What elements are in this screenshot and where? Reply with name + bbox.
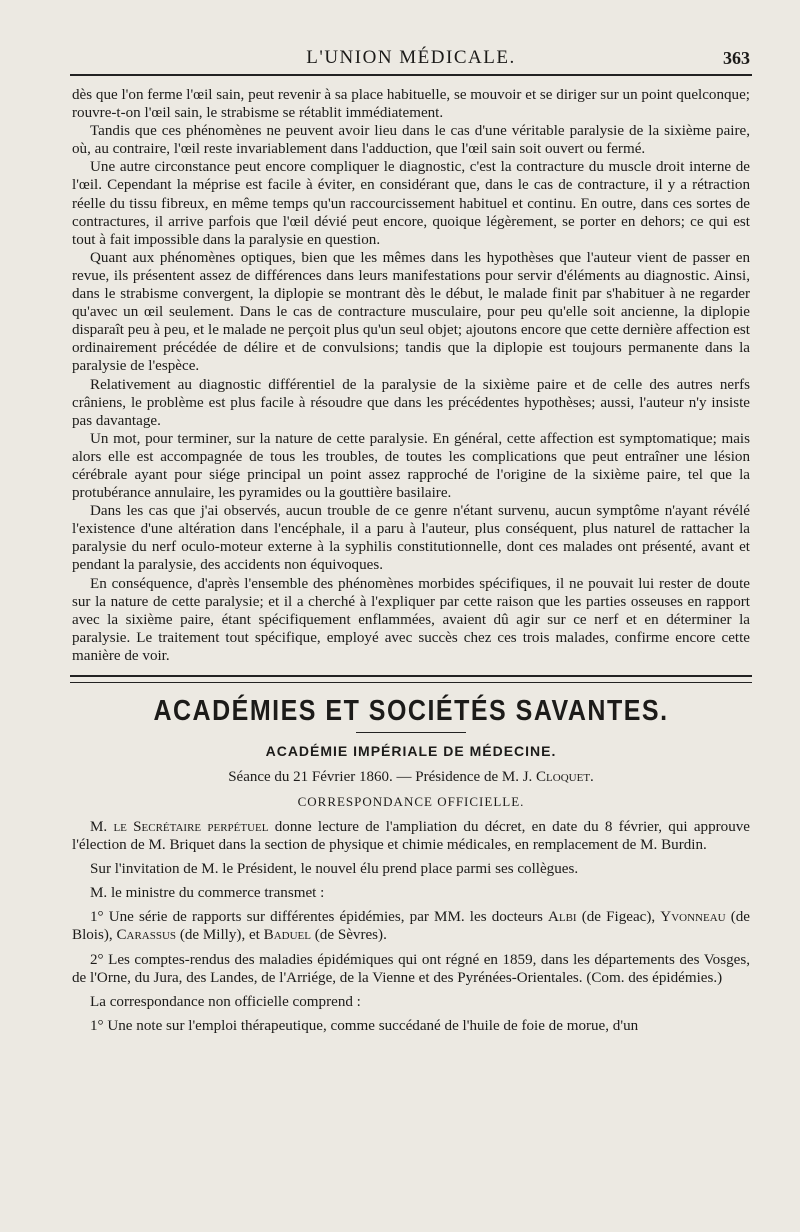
nonofficial-heading: La correspondance non officielle comprend :: [90, 993, 361, 1010]
academy-name: ACADÉMIE IMPÉRIALE DE MÉDECINE.: [265, 743, 557, 759]
academies-section: [72, 694, 751, 1035]
article-paragraph: Tandis que ces phénomènes ne peuvent avoir lieu dans le cas d'une véritable paralysie de la sixième paire, où, au contraire, l'œil reste invariablement dans l'adduction, que l'œil sain soit ouvert ou fermé.: [72, 123, 750, 158]
section-title: ACADÉMIES ET SOCIÉTÉS SAVANTES.: [153, 694, 669, 728]
doctor-name: Baduel: [263, 927, 311, 944]
section-divider: [70, 675, 752, 683]
article-paragraph: dès que l'on ferme l'œil sain, peut revenir à sa place habituelle, se mouvoir et se diriger sur un point quelconque; rouvre-t-on l'œil sain, le strabisme se rétablit immédiatement.: [72, 87, 750, 122]
academy-body: [72, 818, 750, 1035]
title-rule: [356, 732, 466, 733]
doctor-name: Albi: [547, 909, 577, 926]
item-text: 1° Une série de rapports sur différentes épidémies, par MM. les docteurs: [90, 909, 548, 926]
doctor-name: Yvonneau: [660, 909, 726, 926]
article-paragraph: Un mot, pour terminer, sur la nature de cette paralysie. En général, cette affection est symptomatique; mais alors elle est accompagnée de tous les troubles, de toutes les complications que peut entraîner une lésion cérébrale ayant pour siége principal un point assez rapproché de l'origine de la sixième paire, tel que la protubérance annulaire, les pyramides ou la gouttière basilaire.: [72, 430, 750, 502]
journal-title: L'UNION MÉDICALE.: [306, 47, 516, 68]
session-line: [72, 769, 750, 786]
page-number: 363: [723, 48, 750, 68]
article-body: [72, 86, 750, 665]
item-text: (de Milly), et: [176, 927, 264, 944]
correspondence-item: 2° Les comptes-rendus des maladies épidémiques qui ont régné en 1859, dans les départements des Vosges, de l'Orne, du Jura, des Landes, de l'Arriége, de la Vienne et des Pyrénées-Orientales. (Com. des épidémies.): [72, 951, 750, 986]
correspondence-heading: CORRESPONDANCE OFFICIELLE.: [297, 794, 525, 809]
secretary-name: M. le Secrétaire perpétuel: [90, 819, 269, 835]
president-name: Cloquet: [536, 769, 591, 785]
item-text: (de Figeac),: [576, 909, 661, 926]
invitation-paragraph: Sur l'invitation de M. le Président, le nouvel élu prend place parmi ses collègues.: [90, 861, 579, 878]
secretary-paragraph: [72, 818, 750, 854]
article-paragraph: Relativement au diagnostic différentiel de la paralysie de la sixième paire et de celle des autres nerfs crâniens, le problème est plus facile à résoudre que dans les précédentes hypothèses; aussi, l'auteur n'y insiste pas davantage.: [72, 376, 750, 429]
correspondence-item: 1° Une note sur l'emploi thérapeutique, comme succédané de l'huile de foie de morue, d'un: [90, 1017, 639, 1034]
article-paragraph: Une autre circonstance peut encore compliquer le diagnostic, c'est la contracture du muscle droit interne de l'œil. Cependant la méprise est facile à éviter, en considérant que, dans le cas de contracture, il y a rétraction réelle du tissu fibreux, en même temps qu'un raccourcissement habituel et continu. En outre, dans ces sortes de contractures, il arrive parfois que l'œil dévié peut encore, quoique légèrement, se porter en dehors; ce qui est tout à fait impossible dans la paralysie en question.: [72, 159, 750, 248]
article-paragraph: En conséquence, d'après l'ensemble des phénomènes morbides spécifiques, il ne pouvait lui rester de doute sur la nature de cette paralysie; et il a cherché à l'expliquer par cette raison que les parties osseuses en rapport avec la sixième paire, étant spécifiquement enflammées, avaient dû agir sur ce nerf et en déterminer la paralysie. Le traitement tout spécifique, employé avec succès chez ces trois malades, confirme encore cette manière de voir.: [72, 575, 750, 664]
session-suffix: .: [590, 769, 594, 785]
item-text: (de Sèvres).: [311, 927, 387, 944]
running-head: [72, 44, 750, 72]
minister-paragraph: M. le ministre du commerce transmet :: [90, 885, 325, 902]
article-paragraph: Quant aux phénomènes optiques, bien que les mêmes dans les hypothèses que l'auteur vient de passer en revue, ils présentent assez de différences dans leurs manifestations pour servir d'éléments au diagnostic. Ainsi, dans le strabisme convergent, la diplopie se montrant dès le début, le malade finit par s'habituer à ne regarder qu'avec un œil seulement. Dans le cas de contracture musculaire, pour peu qu'elle soit ancienne, la diplopie disparaît peu à peu, et le malade ne perçoit plus qu'un seul objet; ajoutons encore que cette dernière affection est ordinairement précédée de délire et de convulsions; tandis que la diplopie est toujours permanente dans la paralysie de l'espèce.: [72, 249, 750, 375]
doctor-name: Carassus: [116, 927, 177, 944]
header-rule: [70, 74, 752, 76]
correspondence-item: [72, 908, 750, 944]
item-text: (de Blois),: [72, 909, 750, 944]
session-prefix: Séance du 21 Février 1860. — Présidence de M. J.: [228, 769, 537, 785]
article-paragraph: Dans les cas que j'ai observés, aucun trouble de ce genre n'étant survenu, aucun symptôme n'ayant révélé l'existence d'une altération dans l'encéphale, il a paru à l'auteur, plus conséquent, plus naturel de rattacher la paralysie du nerf oculo-moteur externe à la syphilis constitutionnelle, dont ces malades ont présenté, avant et pendant la paralysie, des accidents non équivoques.: [72, 503, 750, 574]
secretary-text: donne lecture de l'ampliation du décret, en date du 8 février, qui approuve l'élection de M. Briquet dans la section de physique et chimie médicales, en remplacement de M. Burdin.: [72, 819, 751, 854]
